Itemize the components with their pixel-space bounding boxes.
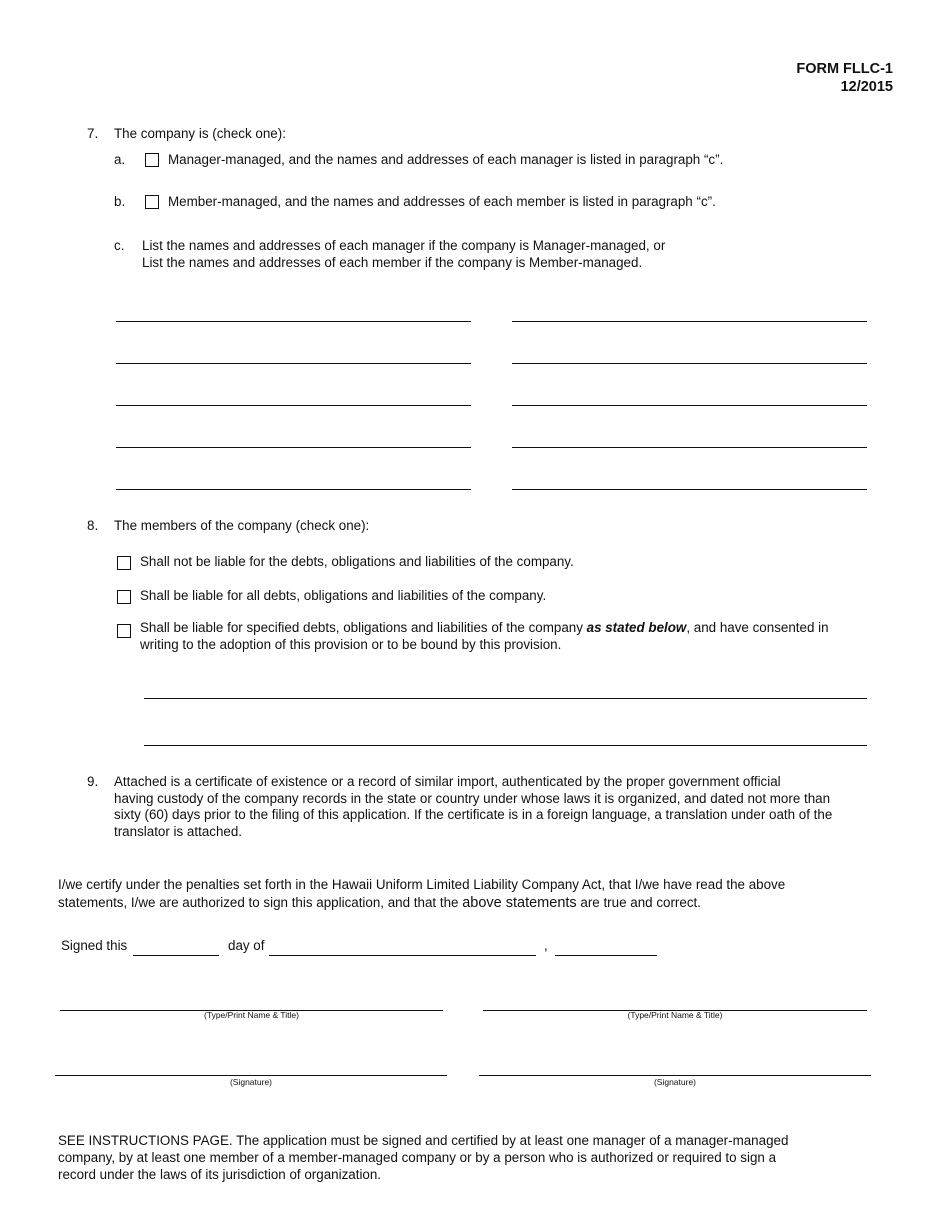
signed-this-label: Signed this (61, 938, 128, 953)
signature-label-left: (Signature) (229, 1077, 273, 1087)
name-line-right-4[interactable] (512, 447, 867, 448)
liable-all-label: Shall be liable for all debts, obligations and liabilities of the company. (140, 588, 547, 603)
liable-specified-checkbox[interactable] (117, 624, 131, 638)
stated-below-line-2[interactable] (144, 745, 867, 746)
certification-line2-big: above statements (462, 894, 577, 911)
item7-title: The company is (check one): (114, 126, 286, 141)
instructions-line1: SEE INSTRUCTIONS PAGE. The application must be signed and certified by at least one manager of a manager-managed (58, 1133, 789, 1148)
certification-line2-start: statements, I/we are authorized to sign this application, and that the (58, 894, 463, 910)
item9-number: 9. (87, 774, 99, 789)
name-line-left-2[interactable] (116, 363, 471, 364)
as-stated-below-emphasis: as stated below (586, 620, 687, 635)
member-managed-checkbox[interactable] (145, 195, 159, 209)
item8-number: 8. (87, 518, 99, 533)
instructions-line2: company, by at least one member of a member-managed company or by a person who is authorized or required to sign a (58, 1150, 777, 1165)
name-line-left-4[interactable] (116, 447, 471, 448)
instructions-line3: record under the laws of its jurisdiction of organization. (58, 1167, 382, 1182)
form-number: FORM FLLC-1 (796, 61, 893, 77)
name-line-left-5[interactable] (116, 489, 471, 490)
day-of-label: day of (228, 938, 265, 953)
name-title-label-left: (Type/Print Name & Title) (204, 1010, 299, 1020)
certification-line2 (58, 894, 888, 913)
member-managed-label: Member-managed, and the names and addresses of each member is listed in paragraph “c”. (168, 194, 716, 209)
item7-c-line2: List the names and addresses of each member if the company is Member-managed. (142, 254, 643, 270)
name-line-left-3[interactable] (116, 405, 471, 406)
signature-label-right: (Signature) (653, 1077, 697, 1087)
stated-below-line-1[interactable] (144, 698, 867, 699)
certification-line1: I/we certify under the penalties set forth in the Hawaii Uniform Limited Liability Company Act, that I/we have read the above (58, 877, 786, 892)
form-date: 12/2015 (840, 79, 893, 95)
signed-day-field[interactable] (133, 955, 219, 956)
certification-line2-end: are true and correct. (576, 894, 701, 910)
signed-comma: , (544, 938, 548, 953)
certification-statement (58, 876, 888, 912)
form-id-block (796, 60, 893, 96)
name-line-left-1[interactable] (116, 321, 471, 322)
name-line-right-1[interactable] (512, 321, 867, 322)
manager-managed-label: Manager-managed, and the names and addresses of each manager is listed in paragraph “c”. (168, 152, 724, 167)
item9-line3: sixty (60) days prior to the filing of this application. If the certificate is in a foreign language, a translation under oath of the (114, 807, 833, 822)
item7-c-letter: c. (114, 238, 125, 253)
liable-specified-line2: writing to the adoption of this provision or to be bound by this provision. (140, 636, 562, 652)
not-liable-label: Shall not be liable for the debts, obligations and liabilities of the company. (140, 554, 574, 569)
item8-title: The members of the company (check one): (114, 518, 370, 533)
item7-c-text (142, 238, 665, 271)
item7-c-line1: List the names and addresses of each manager if the company is Manager-managed, or (142, 238, 666, 253)
name-title-label-right: (Type/Print Name & Title) (627, 1010, 723, 1020)
name-line-right-3[interactable] (512, 405, 867, 406)
not-liable-checkbox[interactable] (117, 556, 131, 570)
item9-line1: Attached is a certificate of existence or a record of similar import, authenticated by the proper government official (114, 774, 781, 789)
item7-a-letter: a. (114, 152, 126, 167)
item9-line2: having custody of the company records in the state or country under whose laws it is organized, and dated not more than (114, 790, 831, 806)
signed-year-field[interactable] (555, 955, 657, 956)
item9-text (114, 774, 874, 840)
instructions-note (58, 1132, 888, 1183)
signature-line-left[interactable] (55, 1075, 447, 1076)
item7-number: 7. (87, 126, 99, 141)
liable-specified-text-b: , and have consented in (686, 620, 829, 635)
signature-line-right[interactable] (479, 1075, 871, 1076)
liable-specified-label (140, 620, 870, 653)
name-line-right-2[interactable] (512, 363, 867, 364)
liable-specified-text-a: Shall be liable for specified debts, obligations and liabilities of the company (140, 620, 587, 635)
item7-b-letter: b. (114, 194, 126, 209)
manager-managed-checkbox[interactable] (145, 153, 159, 167)
liable-specified-line1 (140, 620, 870, 637)
item9-line4: translator is attached. (114, 823, 243, 839)
liable-all-checkbox[interactable] (117, 590, 131, 604)
name-line-right-5[interactable] (512, 489, 867, 490)
signed-month-field[interactable] (269, 955, 536, 956)
